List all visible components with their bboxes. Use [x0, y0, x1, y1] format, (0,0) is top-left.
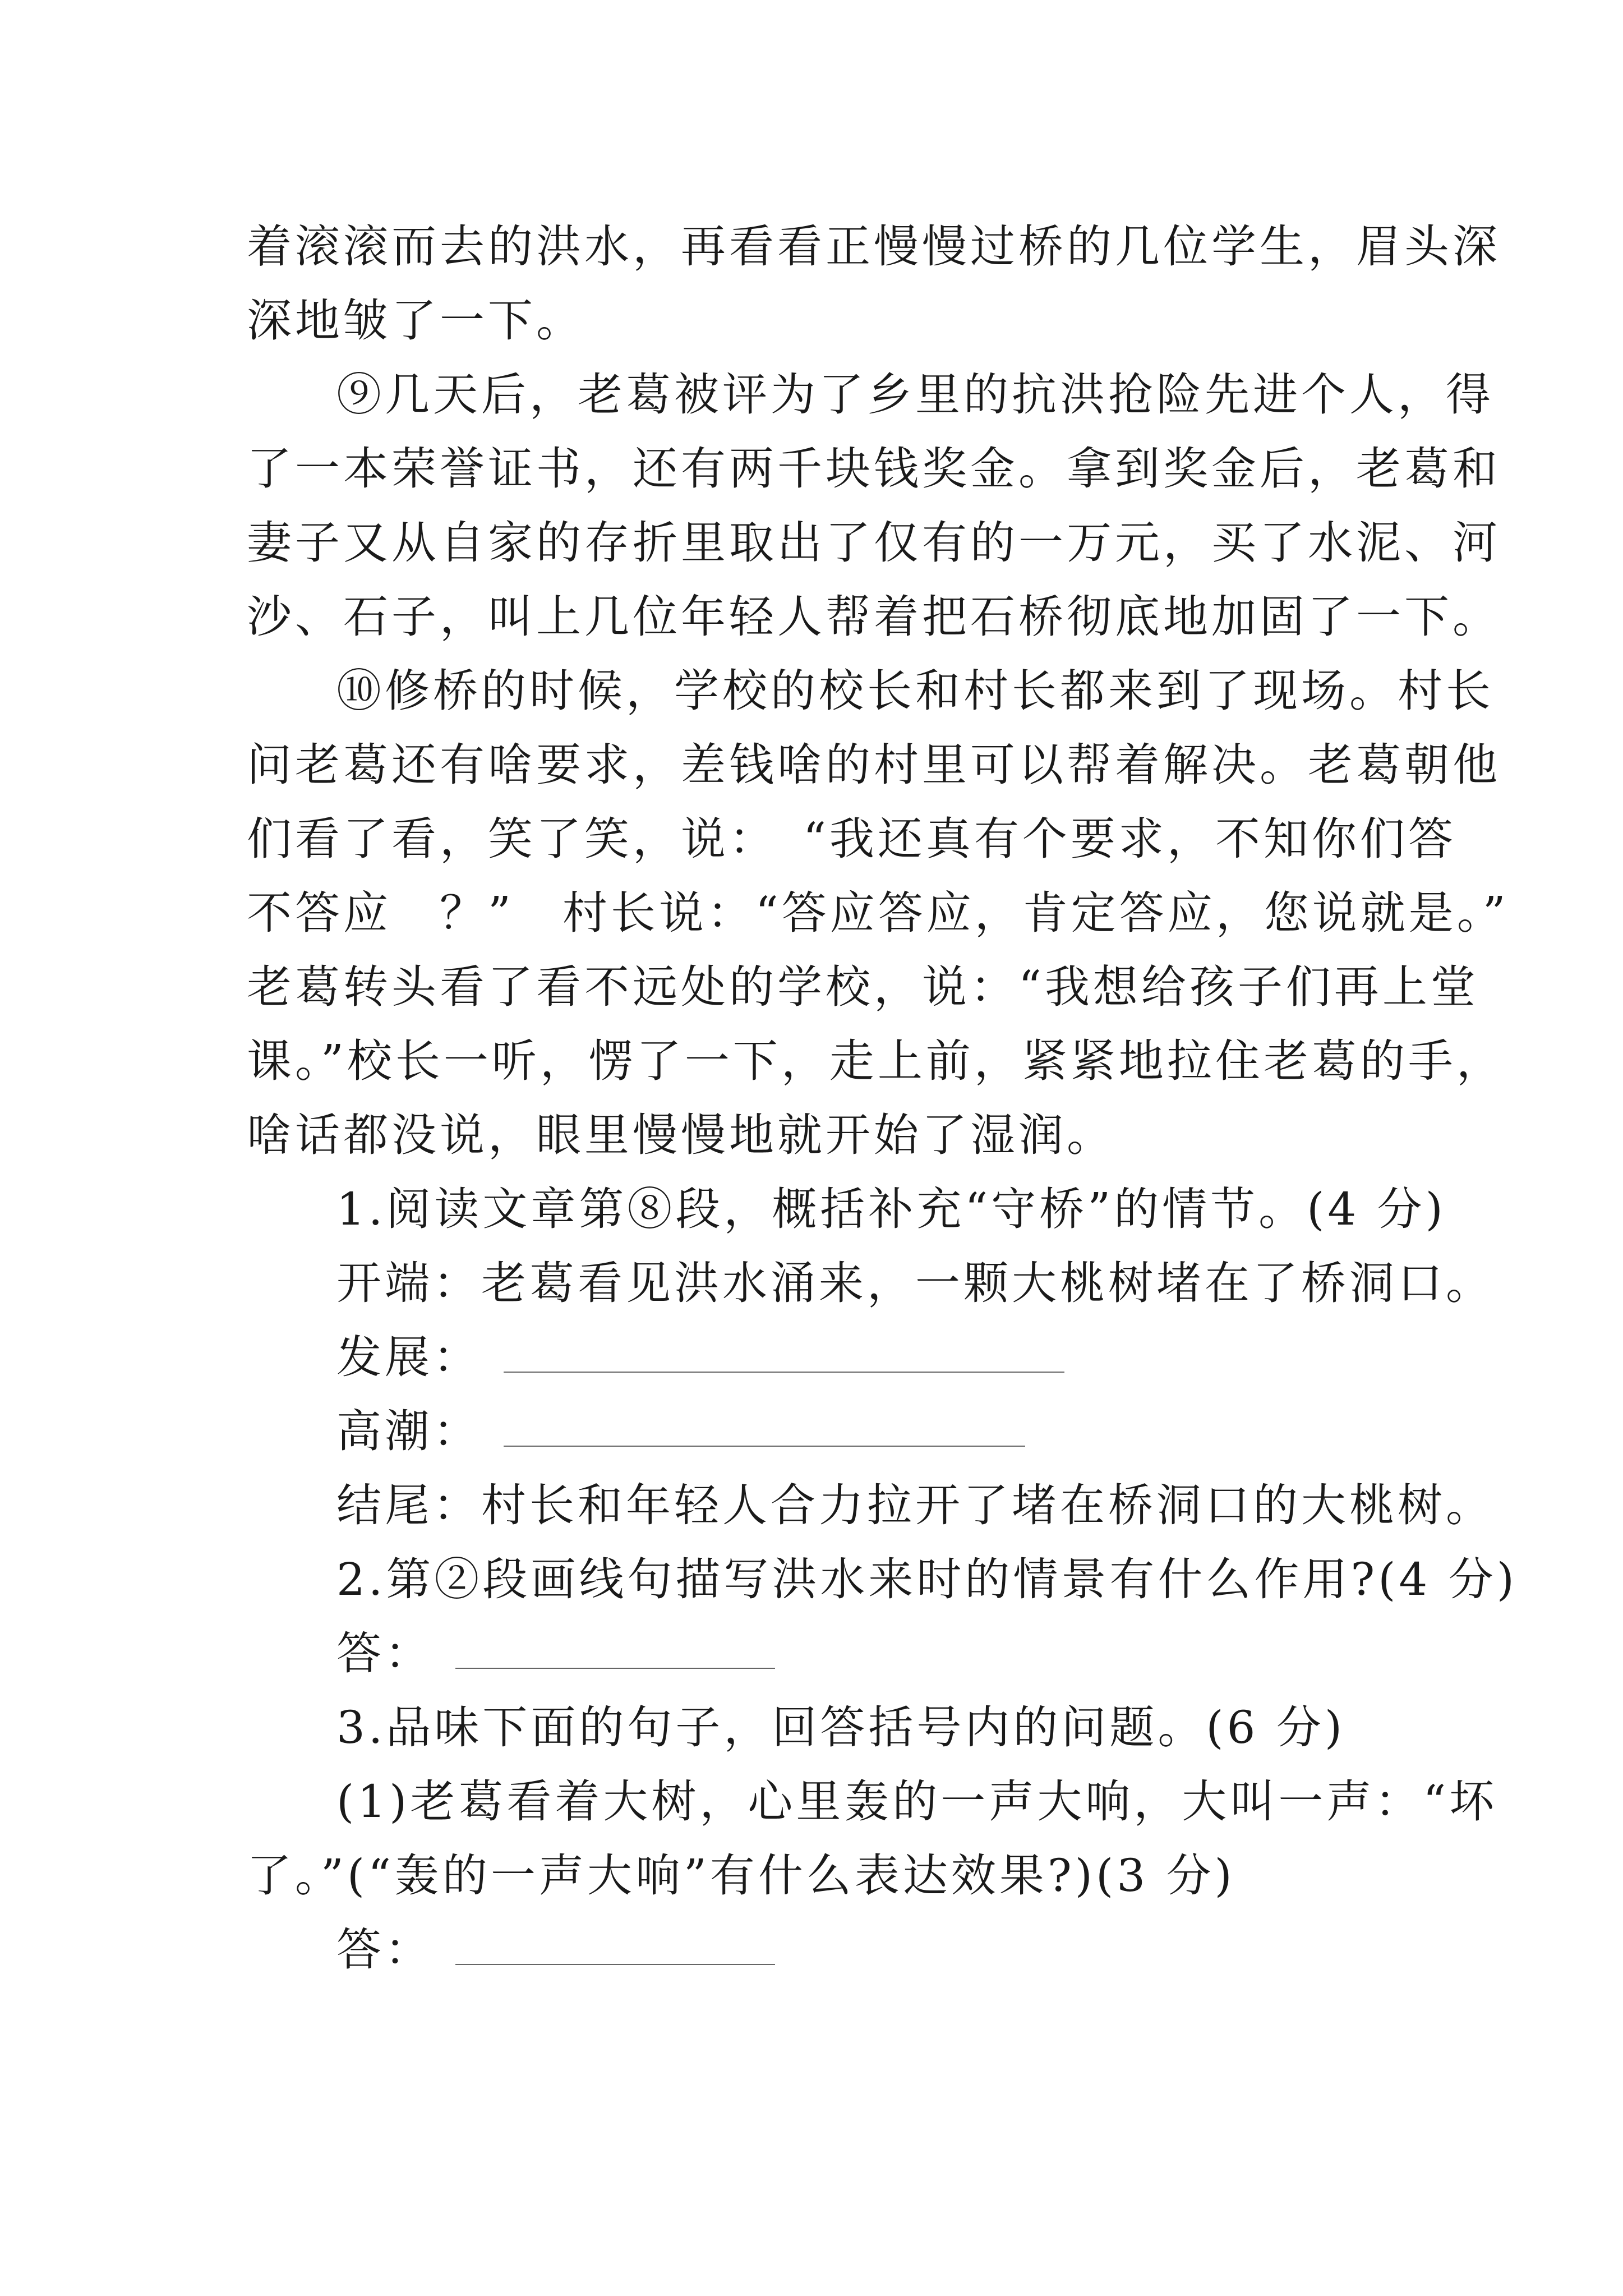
question-1-ending: 结尾：村长和年轻人合力拉开了堵在桥洞口的大桃树。: [336, 1479, 1494, 1531]
develop-answer-blank[interactable]: [504, 1366, 1064, 1373]
paragraph-10-line-7: 啥话都没说，眼里慢慢地就开始了湿润。: [247, 1109, 1115, 1161]
paragraph-10-line-4: 不答应 ？” 村长说：“答应答应，肯定答应，您说就是。”: [247, 887, 1509, 939]
paragraph-9-line-3: 妻子又从自家的存折里取出了仅有的一万元，买了水泥、河: [247, 517, 1501, 569]
question-1-start: 开端：老葛看见洪水涌来，一颗大桃树堵在了桥洞口。: [336, 1257, 1494, 1309]
question-1-stem: 1.阅读文章第⑧段，概括补充“守桥”的情节。(4 分): [336, 1183, 1446, 1235]
question-2-stem: 2.第②段画线句描写洪水来时的情景有什么作用?(4 分): [336, 1553, 1518, 1605]
question-3-answer-blank[interactable]: [455, 1958, 775, 1965]
paragraph-10-line-1: ⑩修桥的时候，学校的校长和村长都来到了现场。村长: [336, 665, 1494, 717]
paragraph-10-line-5: 老葛转头看了看不远处的学校，说：“我想给孩子们再上堂: [247, 961, 1479, 1013]
climax-label: 高潮：: [336, 1405, 481, 1457]
paragraph-10-line-2: 问老葛还有啥要求，差钱啥的村里可以帮着解决。老葛朝他: [247, 739, 1501, 791]
question-3-stem: 3.品味下面的句子，回答括号内的问题。(6 分): [336, 1701, 1346, 1754]
question-2-answer-blank[interactable]: [455, 1662, 775, 1669]
question-2-answer: [336, 1620, 775, 1687]
question-1-climax: [336, 1398, 1025, 1465]
question-3-answer-label: 答：: [336, 1924, 433, 1976]
question-3-answer: [336, 1916, 775, 1984]
climax-answer-blank[interactable]: [504, 1440, 1025, 1447]
paragraph-9-line-2: 了一本荣誉证书，还有两千块钱奖金。拿到奖金后，老葛和: [247, 443, 1501, 495]
paragraph-10-line-3: 们看了看，笑了笑，说： “我还真有个要求，不知你们答: [247, 813, 1456, 865]
paragraph-9-line-1: ⑨几天后，老葛被评为了乡里的抗洪抢险先进个人，得: [336, 369, 1494, 421]
question-1-develop: [336, 1324, 1064, 1391]
paragraph-9-line-4: 沙、石子，叫上几位年轻人帮着把石桥彻底地加固了一下。: [247, 591, 1501, 643]
paragraph-8-line-2: 深地皱了一下。: [247, 295, 584, 347]
question-2-answer-label: 答：: [336, 1627, 433, 1680]
develop-label: 发展：: [336, 1331, 481, 1383]
question-3-sub1-line-2: 了。”(“轰的一声大响”有什么表达效果?)(3 分): [247, 1849, 1235, 1902]
question-3-sub1-line-1: (1)老葛看着大树，心里轰的一声大响，大叫一声：“坏: [336, 1775, 1498, 1828]
paragraph-10-line-6: 课。”校长一听，愣了一下，走上前，紧紧地拉住老葛的手，: [247, 1035, 1505, 1087]
paragraph-8-line-1: 着滚滚而去的洪水，再看看正慢慢过桥的几位学生，眉头深: [247, 220, 1501, 273]
